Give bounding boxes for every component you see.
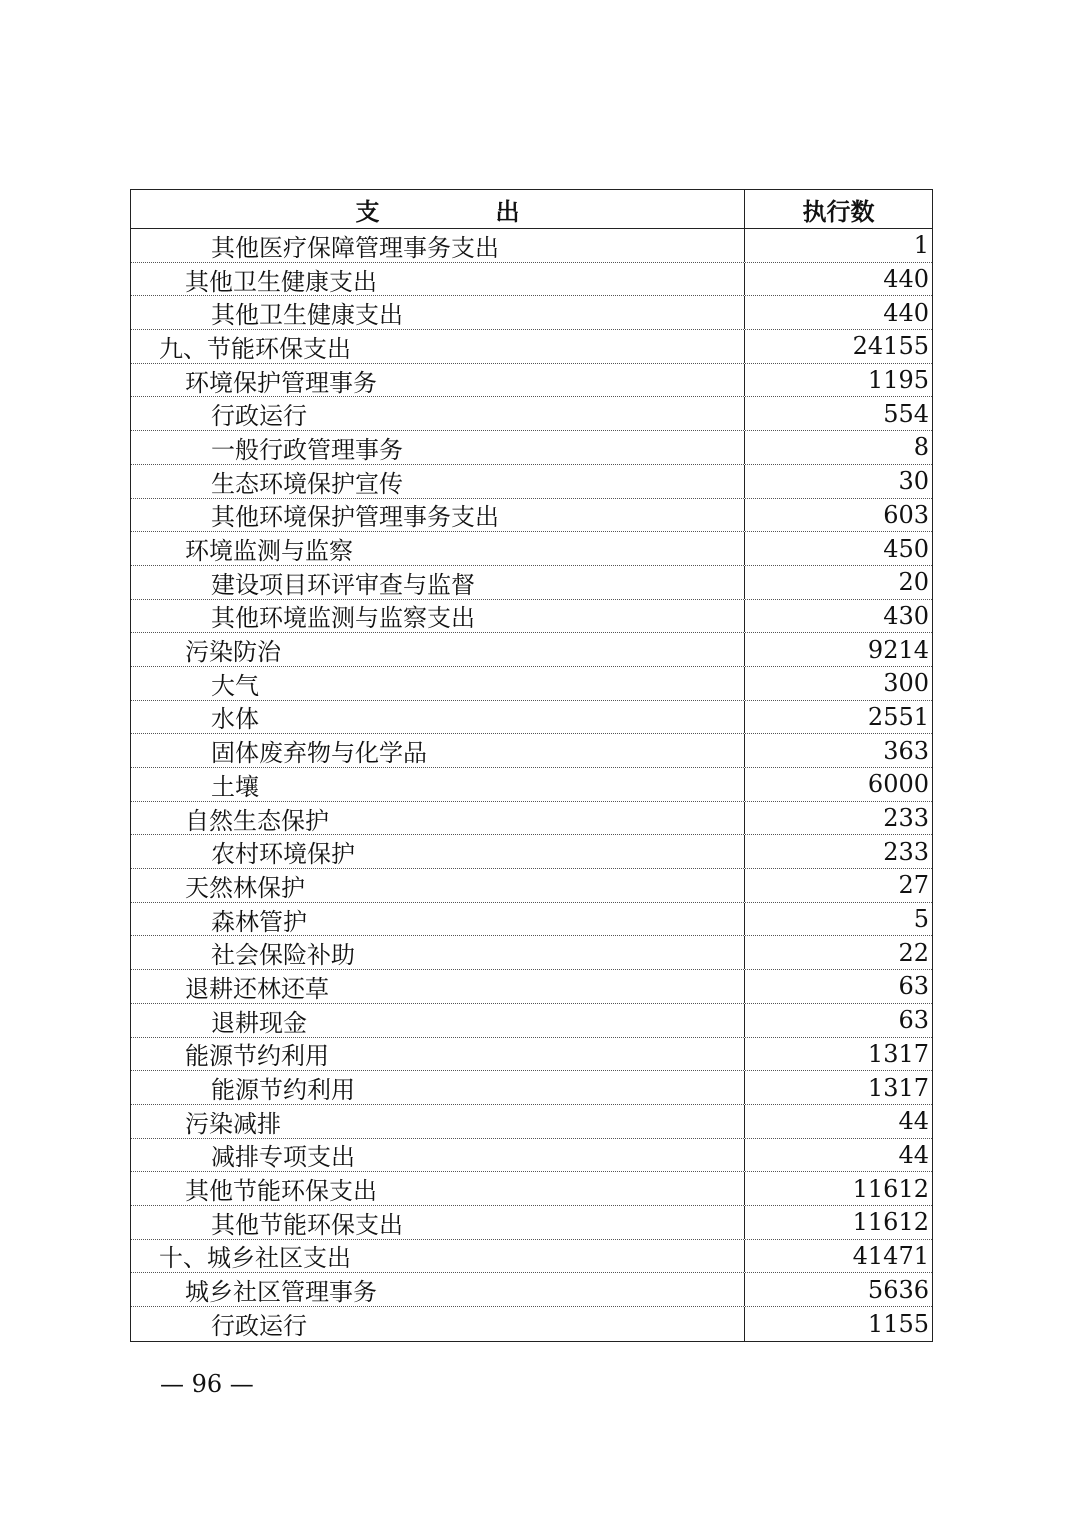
row-value: 24155 bbox=[852, 332, 929, 361]
row-label: 社会保险补助 bbox=[131, 936, 745, 969]
table-row bbox=[131, 633, 932, 667]
table-row bbox=[131, 701, 932, 735]
row-label: 建设项目环评审查与监督 bbox=[131, 566, 745, 599]
row-value: 450 bbox=[883, 534, 929, 563]
row-label: 污染减排 bbox=[131, 1105, 745, 1138]
row-value: 8 bbox=[913, 433, 929, 462]
table-row bbox=[131, 802, 932, 836]
row-label: 水体 bbox=[131, 701, 745, 734]
row-label: 行政运行 bbox=[131, 397, 745, 430]
row-value: 20 bbox=[898, 568, 929, 597]
table-row bbox=[131, 1172, 932, 1206]
row-value: 44 bbox=[898, 1107, 929, 1136]
row-label: 污染防治 bbox=[131, 633, 745, 666]
row-value: 440 bbox=[883, 265, 929, 294]
row-value: 11612 bbox=[852, 1174, 929, 1203]
row-label: 其他医疗保障管理事务支出 bbox=[131, 229, 745, 262]
table-row bbox=[131, 1273, 932, 1307]
row-label: 环境保护管理事务 bbox=[131, 364, 745, 397]
table-row bbox=[131, 296, 932, 330]
row-value: 233 bbox=[883, 804, 929, 833]
table-row bbox=[131, 397, 932, 431]
table-row bbox=[131, 263, 932, 297]
row-label: 减排专项支出 bbox=[131, 1139, 745, 1172]
table-row bbox=[131, 431, 932, 465]
table-row bbox=[131, 835, 932, 869]
row-value: 11612 bbox=[852, 1208, 929, 1237]
row-value: 22 bbox=[898, 938, 929, 967]
table-row bbox=[131, 532, 932, 566]
row-label: 九、节能环保支出 bbox=[131, 330, 745, 363]
table-row bbox=[131, 465, 932, 499]
table-body bbox=[131, 229, 932, 1341]
table-row bbox=[131, 970, 932, 1004]
row-label: 天然林保护 bbox=[131, 869, 745, 902]
row-value: 63 bbox=[898, 972, 929, 1001]
row-label: 大气 bbox=[131, 667, 745, 700]
table-row bbox=[131, 1307, 932, 1341]
table-row bbox=[131, 364, 932, 398]
table-row bbox=[131, 566, 932, 600]
row-value: 363 bbox=[883, 736, 929, 765]
table-row bbox=[131, 869, 932, 903]
table-row bbox=[131, 600, 932, 634]
row-value: 6000 bbox=[867, 770, 929, 799]
expenditure-table bbox=[130, 189, 933, 1342]
row-value: 1 bbox=[913, 231, 929, 260]
row-value: 63 bbox=[898, 1006, 929, 1035]
row-value: 41471 bbox=[852, 1241, 929, 1270]
row-label: 能源节约利用 bbox=[131, 1038, 745, 1071]
table-row bbox=[131, 768, 932, 802]
row-value: 1195 bbox=[867, 366, 929, 395]
table-row bbox=[131, 229, 932, 263]
table-row bbox=[131, 903, 932, 937]
table-row bbox=[131, 1206, 932, 1240]
table-row bbox=[131, 1038, 932, 1072]
row-label: 一般行政管理事务 bbox=[131, 431, 745, 464]
row-value: 9214 bbox=[867, 635, 929, 664]
table-row bbox=[131, 1105, 932, 1139]
row-label: 其他卫生健康支出 bbox=[131, 263, 745, 296]
row-value: 233 bbox=[883, 837, 929, 866]
row-value: 603 bbox=[883, 500, 929, 529]
header-executed-amount: 执行数 bbox=[802, 197, 875, 226]
row-label: 土壤 bbox=[131, 768, 745, 801]
row-value: 554 bbox=[883, 399, 929, 428]
row-label: 其他卫生健康支出 bbox=[131, 296, 745, 329]
row-label: 生态环境保护宣传 bbox=[131, 465, 745, 498]
row-value: 5636 bbox=[867, 1275, 929, 1304]
row-value: 1155 bbox=[867, 1309, 929, 1338]
header-expenditure: 支出 bbox=[131, 190, 745, 228]
row-label: 行政运行 bbox=[131, 1307, 745, 1341]
row-value: 2551 bbox=[867, 702, 929, 731]
row-label: 其他节能环保支出 bbox=[131, 1206, 745, 1239]
row-label: 退耕还林还草 bbox=[131, 970, 745, 1003]
row-value: 30 bbox=[898, 467, 929, 496]
row-label: 森林管护 bbox=[131, 903, 745, 936]
table-header-row bbox=[131, 190, 932, 229]
row-value: 5 bbox=[913, 905, 929, 934]
page-number: — 96 — bbox=[160, 1370, 254, 1398]
table-row bbox=[131, 1139, 932, 1173]
table-row bbox=[131, 499, 932, 533]
row-value: 440 bbox=[883, 298, 929, 327]
table-row bbox=[131, 330, 932, 364]
row-label: 固体废弃物与化学品 bbox=[131, 734, 745, 767]
table-row bbox=[131, 936, 932, 970]
row-value: 1317 bbox=[867, 1073, 929, 1102]
row-value: 27 bbox=[898, 871, 929, 900]
row-label: 城乡社区管理事务 bbox=[131, 1273, 745, 1306]
row-label: 其他节能环保支出 bbox=[131, 1172, 745, 1205]
row-label: 其他环境保护管理事务支出 bbox=[131, 499, 745, 532]
row-label: 其他环境监测与监察支出 bbox=[131, 600, 745, 633]
row-label: 自然生态保护 bbox=[131, 802, 745, 835]
table-row bbox=[131, 734, 932, 768]
table-row bbox=[131, 667, 932, 701]
row-label: 退耕现金 bbox=[131, 1004, 745, 1037]
row-value: 430 bbox=[883, 601, 929, 630]
row-value: 300 bbox=[883, 669, 929, 698]
table-row bbox=[131, 1004, 932, 1038]
row-label: 农村环境保护 bbox=[131, 835, 745, 868]
row-value: 44 bbox=[898, 1140, 929, 1169]
row-label: 环境监测与监察 bbox=[131, 532, 745, 565]
table-row bbox=[131, 1240, 932, 1274]
row-label: 能源节约利用 bbox=[131, 1071, 745, 1104]
table-row bbox=[131, 1071, 932, 1105]
row-label: 十、城乡社区支出 bbox=[131, 1240, 745, 1273]
row-value: 1317 bbox=[867, 1039, 929, 1068]
